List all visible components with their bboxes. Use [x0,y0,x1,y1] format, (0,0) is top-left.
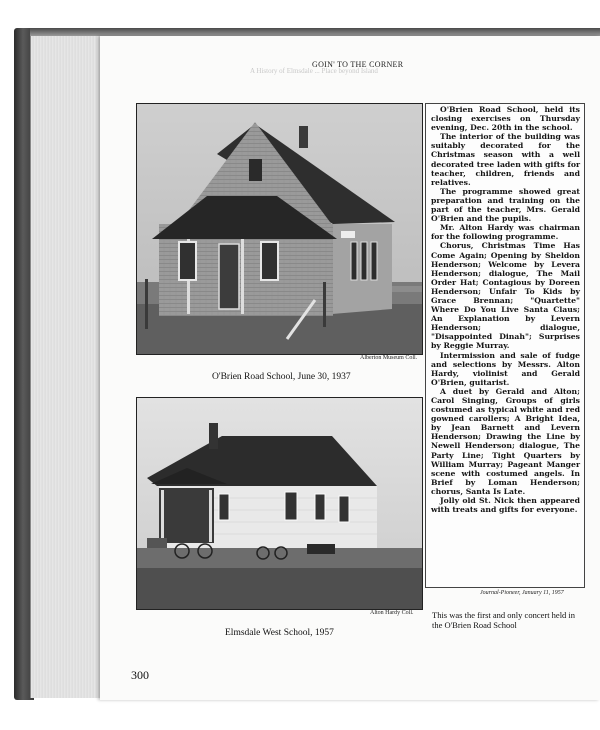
clipping-paragraph: Jolly old St. Nick then appeared with treats and gifts for everyone. [431,496,580,515]
clipping-paragraph: Mr. Alton Hardy was chairman for the following programme. [431,223,580,242]
photo-credit-top: Alberton Museum Coll. [360,355,418,361]
clipping-paragraph: O'Brien Road School, held its closing exercises on Thursday evening, Dec. 20th in the school. [431,105,580,133]
bleed-through-text: A History of Elmsdale ... Place beyond Island [250,67,378,75]
book-top-edge [30,28,600,36]
clipping-paragraph: The programme showed great preparation and training on the part of the teacher, Mrs. Gerald O'Brien and the pupils. [431,186,580,224]
concert-note: This was the first and only concert held in the O'Brien Road School [432,610,576,630]
clipping-paragraph: A duet by Gerald and Alton; Carol Singing, Groups of girls costumed as typical white and red gowned carollers; A Bright Idea, by Jean Barnett and Levern Henderson; Drawing the Line by Newell Henderson; dialogue, The Party Line; Tight Quarters by William Murray; Pageant Manger scene with costumed angels. In Brief by Loman Henderson; chorus, Santa Is Late. [431,386,580,496]
running-head: GOIN' TO THE CORNER [312,60,404,69]
clipping-source: Journal-Pioneer, January 11, 1957 [480,590,564,596]
photo-obrien-road-school [136,103,423,355]
photo-caption-bottom: Elmsdale West School, 1957 [225,628,334,638]
page-number: 300 [131,668,149,682]
photo-credit-bottom: Alton Hardy Coll. [370,610,414,616]
page-edges [30,30,103,698]
clipping-paragraph: Intermission and sale of fudge and selections by Messrs. Alton Hardy, violinist and Gerald O'Brien, guitarist. [431,350,580,387]
newspaper-clipping [425,103,585,588]
photo-caption-top: O'Brien Road School, June 30, 1937 [212,372,351,382]
photo-elmsdale-west-school [136,397,423,610]
clipping-paragraph: Chorus, Christmas Time Has Come Again; Opening by Sheldon Henderson; Welcome by Levera Henderson; dialogue, The Mail Order Hat; Contagious by Doreen Henderson; Unfair To Kids by Grace Brennan; "Quartette" Where Do You Live Santa Claus; An Explanation by Levern Henderson; dialogue, "Disappointed Dinah"; Surprises by Reggie Murray. [431,241,580,351]
clipping-paragraph: The interior of the building was suitably decorated for the Christmas season with a well decorated tree laden with gifts for teacher, children, friends and relatives. [431,132,580,187]
